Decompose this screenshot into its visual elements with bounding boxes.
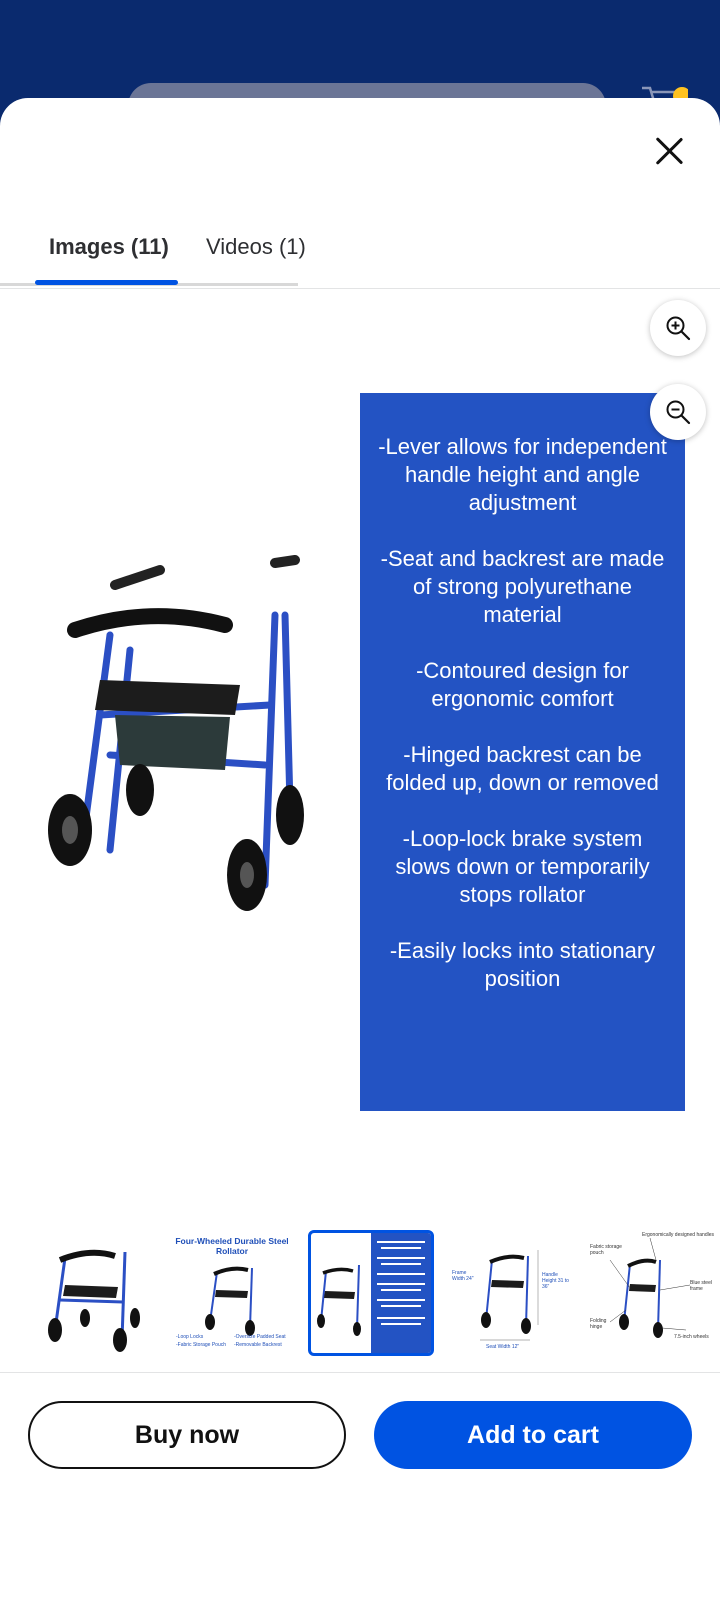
thumbnail-note: Handle Height 31 to 36" xyxy=(542,1272,569,1290)
active-tab-indicator xyxy=(35,280,178,285)
tab-images[interactable]: Images (11) xyxy=(49,234,169,259)
thumbnail-note: Folding hinge xyxy=(590,1318,607,1330)
thumbnail-rollator-photo[interactable] xyxy=(30,1230,150,1356)
tab-videos[interactable]: Videos (1) xyxy=(206,234,306,259)
thumbnail-note: Frame Width 24" xyxy=(452,1270,474,1282)
buy-now-button[interactable]: Buy now xyxy=(28,1401,346,1469)
thumbnail-note: 7.5-inch wheels xyxy=(674,1334,709,1340)
thumbnail-note: -Removable Backrest xyxy=(234,1342,282,1348)
zoom-out-button[interactable] xyxy=(650,384,706,440)
divider xyxy=(0,288,720,289)
zoom-in-button[interactable] xyxy=(650,300,706,356)
add-to-cart-button[interactable]: Add to cart xyxy=(374,1401,692,1469)
thumbnail-image xyxy=(450,1230,570,1356)
thumbnail-four-wheeled-features[interactable] xyxy=(172,1230,292,1356)
thumbnail-note: -Fabric Storage Pouch xyxy=(176,1342,227,1348)
thumbnail-callouts[interactable] xyxy=(590,1230,720,1356)
feature-bullet: -Easily locks into stationary position xyxy=(389,938,656,991)
thumbnail-image xyxy=(311,1233,431,1353)
thumbnail-image xyxy=(30,1230,150,1356)
zoom-out-icon xyxy=(665,399,691,425)
rollator-product-image[interactable] xyxy=(40,555,330,935)
close-icon[interactable] xyxy=(651,133,687,169)
thumbnail-note: Seat Width 12" xyxy=(486,1344,520,1350)
feature-list-panel xyxy=(360,393,685,1111)
thumbnail-dimensions[interactable] xyxy=(450,1230,570,1356)
feature-bullet: -Loop-lock brake system slows down or temporarily stops rollator xyxy=(395,826,650,907)
footer-divider xyxy=(0,1372,720,1373)
feature-bullet: -Hinged backrest can be folded up, down or removed xyxy=(386,742,659,795)
zoom-in-icon xyxy=(665,315,691,341)
thumbnail-note: -Oversize Padded Seat xyxy=(234,1334,286,1340)
feature-bullet: -Contoured design for ergonomic comfort xyxy=(416,658,629,711)
feature-bullet: -Lever allows for independent handle height and angle adjustment xyxy=(378,434,667,515)
thumbnail-strip xyxy=(0,1230,720,1360)
thumbnail-note: -Loop Locks xyxy=(176,1334,204,1340)
thumbnail-feature-bullets[interactable] xyxy=(308,1230,434,1356)
media-tabs xyxy=(0,228,720,288)
thumbnail-note: Blue steel frame xyxy=(690,1280,712,1292)
thumbnail-note: Ergonomically designed handles xyxy=(642,1232,714,1238)
feature-bullet: -Seat and backrest are made of strong polyurethane material xyxy=(380,546,665,627)
thumbnail-note: Fabric storage pouch xyxy=(590,1244,622,1256)
thumbnail-title: Four-Wheeled Durable Steel Rollator xyxy=(175,1236,289,1256)
